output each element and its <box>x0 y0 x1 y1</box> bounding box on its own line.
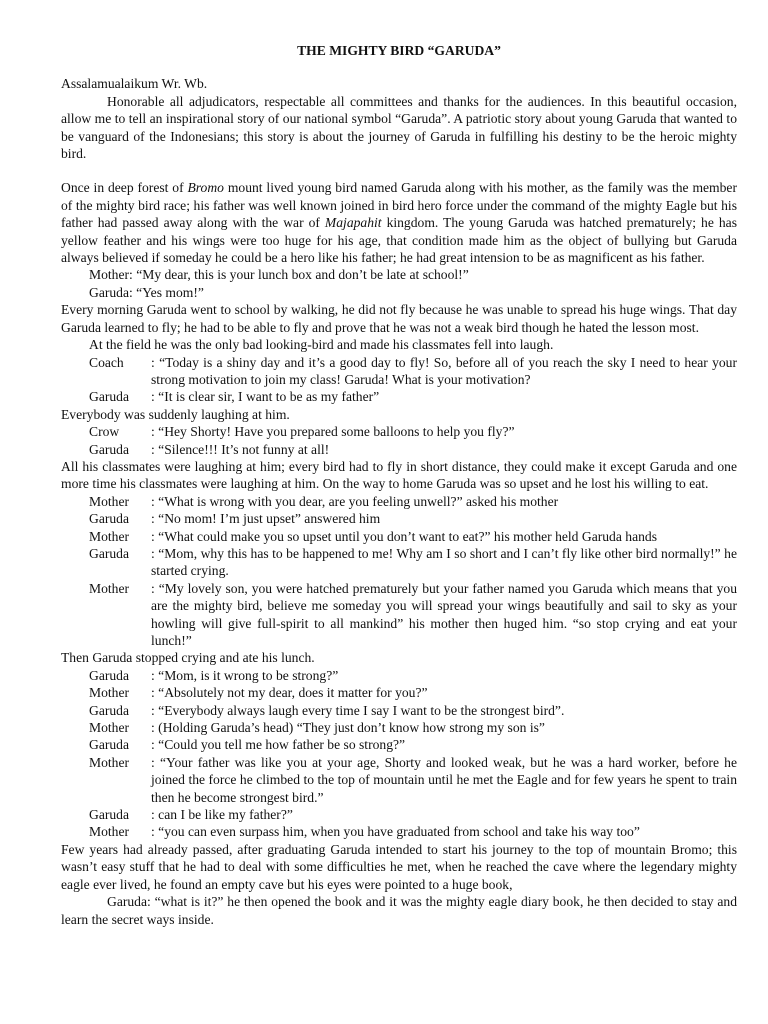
dialogue-text: : “My lovely son, you were hatched prematurely but your father named you Garuda which means that you are the mighty bird, believe me someday you will spread your wings beautifully and sail to sky as your howling will give full-spirit to all mankind” his mother then huged him. “so stop crying and eat your lunch!” <box>151 580 737 648</box>
text-run: mount lived young bird named Garuda along with his mother, as the family was the member of the mighty bird race; his father was well known joined in bird hero force under the command of the mighty Eagle but his father had passed away along with the war of <box>61 180 737 231</box>
document-page <box>61 42 737 928</box>
story-paragraph-8: Garuda: “what is it?” he then opened the book and it was the mighty eagle diary book, he then decided to stay and learn the secret ways inside. <box>61 894 737 927</box>
dialogue-line <box>61 719 737 736</box>
dialogue-text: : “Mom, is it wrong to be strong?” <box>151 667 339 683</box>
dialogue-text: : (Holding Garuda’s head) “They just don’t know how strong my son is” <box>151 720 545 736</box>
speaker-name: Garuda <box>89 545 130 561</box>
speaker-name: Crow <box>89 424 120 440</box>
dialogue-line <box>61 736 737 753</box>
speaker-name: Mother <box>89 580 130 596</box>
dialogue-line <box>61 702 737 719</box>
speaker-name: Mother <box>89 528 130 544</box>
story-paragraph-5: All his classmates were laughing at him; every bird had to fly in short distance, they could make it except Garuda and one more time his classmates were laughing at him. On the way to home Garuda was so upset and he lost his willing to eat. <box>61 458 737 492</box>
dialogue-line <box>61 388 737 405</box>
dialogue-text: : “No mom! I’m just upset” answered him <box>151 511 381 527</box>
dialogue-text: : “Your father was like you at your age, Shorty and looked weak, but he was a hard worker, before he joined the force he climbed to the top of mountain until he met the Eagle and for few years he spent to train then he become strongest bird.” <box>151 754 737 805</box>
text-run: Once in deep forest of <box>61 180 188 196</box>
dialogue-line <box>61 493 737 510</box>
dialogue-line <box>61 806 737 823</box>
speaker-name: Mother <box>89 720 130 736</box>
dialogue-text: : “Everybody always laugh every time I say I want to be the strongest bird”. <box>151 702 565 718</box>
story-paragraph-4: Everybody was suddenly laughing at him. <box>61 406 290 422</box>
dialogue-text: : “Today is a shiny day and it’s a good day to fly! So, before all of you reach the sky I need to hear your strong motivation to join my class! Garuda! What is your motivation? <box>151 354 737 387</box>
dialogue-text: : “Hey Shorty! Have you prepared some balloons to help you fly?” <box>151 424 515 440</box>
dialogue-text: : “What could make you so upset until you don’t want to eat?” his mother held Garuda hands <box>151 528 657 544</box>
dialogue-line <box>61 580 737 650</box>
intro-paragraph: Honorable all adjudicators, respectable all committees and thanks for the audiences. In this beautiful occasion, allow me to tell an inspirational story of our national symbol “Garuda”. A patriotic story about young Garuda that wanted to be vanguard of the Indonesians; this story is about the journey of Garuda in fulfilling his destiny to be the heroic mighty bird. <box>61 93 737 162</box>
dialogue-text: : “Mom, why this has to be happened to me! Why am I so short and I can’t fly like other bird normally!” he started crying. <box>151 545 737 579</box>
speaker-name: Garuda <box>89 807 130 823</box>
dialogue-text: : “you can even surpass him, when you have graduated from school and take his way too” <box>151 824 640 840</box>
dialogue-line <box>61 354 737 389</box>
text-run: kingdom. The young Garuda was hatched prematurely; he has yellow feather and his wings were too huge for his age, that condition made him as the object of bullying but Garuda always believed if someday he could be a hero like his father; he had great intension to be as magnificent as his father. <box>61 215 737 266</box>
speaker-name: Garuda <box>89 702 130 718</box>
speaker-name: Mother <box>89 493 130 509</box>
dialogue-line <box>61 528 737 545</box>
dialogue-line <box>61 684 737 701</box>
dialogue-line <box>61 510 737 527</box>
speaker-name: Garuda <box>89 667 130 683</box>
dialogue-line <box>61 823 737 840</box>
speaker-name: Coach <box>89 354 124 370</box>
story-paragraph-1 <box>61 179 737 266</box>
document-title: THE MIGHTY BIRD “GARUDA” <box>297 43 501 58</box>
dialogue-line: Garuda: “Yes mom!” <box>89 284 204 300</box>
dialogue-line <box>61 754 737 806</box>
dialogue-text: : “Silence!!! It’s not funny at all! <box>151 441 330 457</box>
dialogue-text: : “Could you tell me how father be so strong?” <box>151 737 406 753</box>
speaker-name: Mother <box>89 685 130 701</box>
dialogue-text: : “What is wrong with you dear, are you feeling unwell?” asked his mother <box>151 493 559 509</box>
dialogue-line <box>61 545 737 580</box>
story-paragraph-6: Then Garuda stopped crying and ate his lunch. <box>61 650 315 666</box>
dialogue-text: : can I be like my father?” <box>151 807 293 823</box>
dialogue-line <box>61 441 737 458</box>
dialogue-text: : “Absolutely not my dear, does it matter for you?” <box>151 685 428 701</box>
speaker-name: Mother <box>89 754 130 770</box>
dialogue-line: Mother: “My dear, this is your lunch box and don’t be late at school!” <box>89 267 469 283</box>
paragraph-gap <box>61 162 737 179</box>
italic-kingdom-name: Majapahit <box>324 215 382 231</box>
speaker-name: Garuda <box>89 511 130 527</box>
greeting: Assalamualaikum Wr. Wb. <box>61 76 208 92</box>
story-paragraph-3: At the field he was the only bad looking-bird and made his classmates fell into laugh. <box>89 337 554 353</box>
story-paragraph-7: Few years had already passed, after graduating Garuda intended to start his journey to the top of mountain Bromo; this wasn’t easy stuff that he had to deal with some difficulties he met, when he reached the cave where the legendary mighty eagle ever lived, he found an empty cave but his eyes were pointed to a huge book, <box>61 841 737 892</box>
speaker-name: Garuda <box>89 441 130 457</box>
speaker-name: Garuda <box>89 389 130 405</box>
dialogue-text: : “It is clear sir, I want to be as my father” <box>151 389 380 405</box>
italic-place-name: Bromo <box>187 180 224 196</box>
story-paragraph-2: Every morning Garuda went to school by walking, he did not fly because he was unable to spread his huge wings. That day Garuda learned to fly; he had to be able to fly and prove that he was not a weak bird though he hated the lesson most. <box>61 302 737 335</box>
speaker-name: Garuda <box>89 737 130 753</box>
dialogue-line <box>61 423 737 440</box>
speaker-name: Mother <box>89 824 130 840</box>
dialogue-line <box>61 667 737 684</box>
